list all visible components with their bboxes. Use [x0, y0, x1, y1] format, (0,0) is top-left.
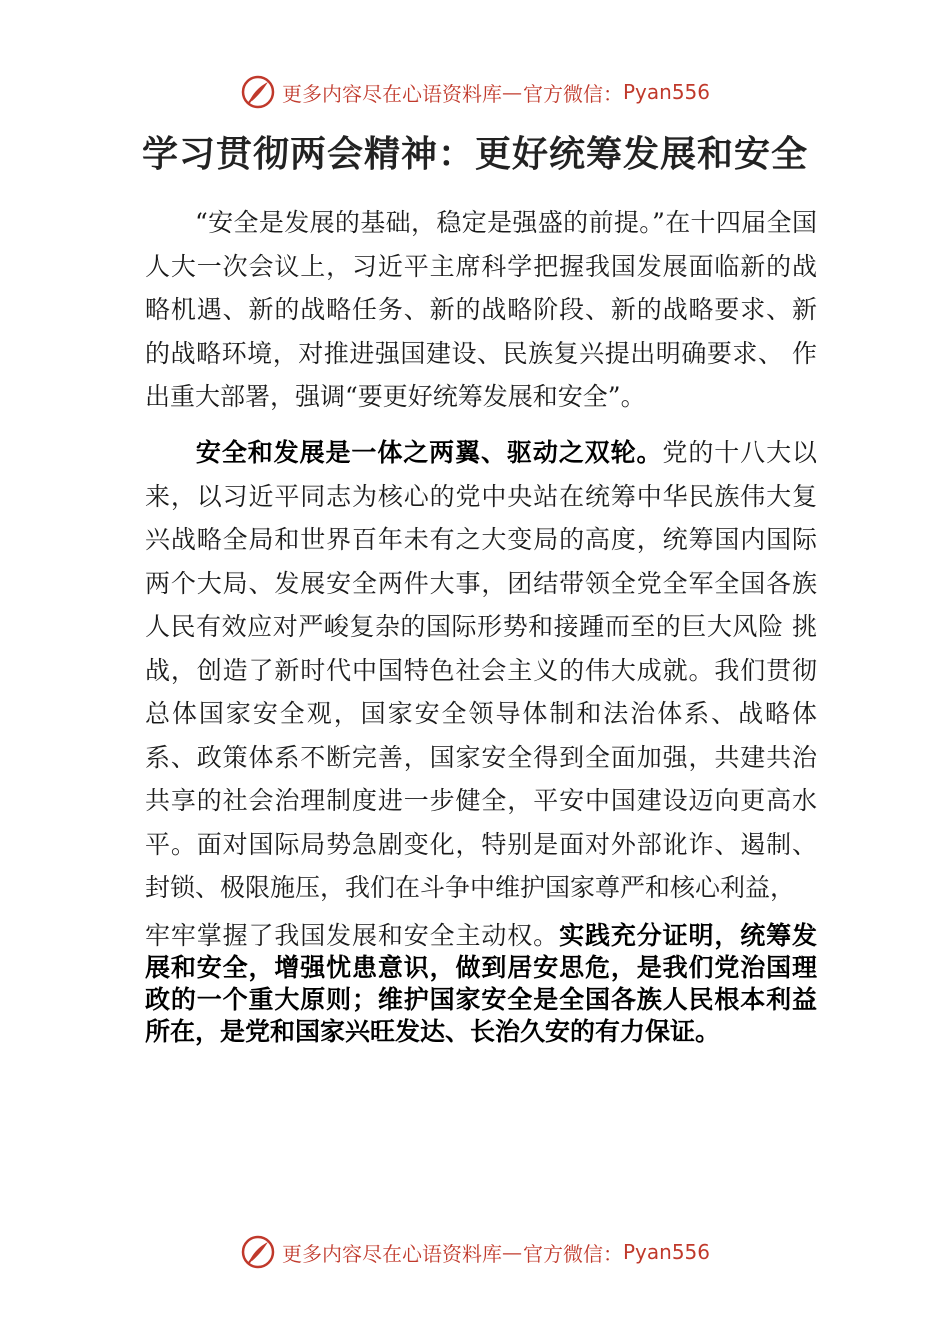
paragraph-3 [145, 920, 817, 1048]
banner-text: 更多内容尽在心语资料库 [281, 81, 502, 106]
banner-wechat-id: Pyan556 [622, 80, 710, 104]
paragraph-2-lead: 安全和发展是一体之两翼、驱动之双轮。 [195, 438, 663, 467]
paragraph-3-text: 牢牢掌握了我国发展和安全主动权。 [145, 921, 560, 950]
quill-logo-icon [240, 1234, 276, 1270]
page-title: 学习贯彻两会精神：更好统筹发展和安全 [141, 133, 808, 175]
banner-wechat-label: 官方微信： [522, 1241, 623, 1266]
paragraph-3-bold: 实践充分证明，统筹发展和安全，增强忧患意识，做到居安思危，是我们党治国理政的一个重大原则；维护国家安全是全国各族人民根本利益所在，是党和国家兴旺发达、长治久安的有力保证。 [145, 921, 817, 1046]
paragraph-1-text: “安全是发展的基础，稳定是强盛的前提。”在十四届全国人大一次会议上，习近平主席科学把握我国发展面临新的战略机遇、新的战略任务、新的战略阶段、新的战略要求、新的战略环境，对推进强国建设、民族复兴提出明确要求、 作出重大部署，强调“要更好统筹发展和安全”。 [145, 208, 817, 411]
banner-separator: — [501, 1240, 523, 1264]
banner-wechat-label: 官方微信： [522, 81, 623, 106]
paragraph-2 [145, 431, 817, 910]
header-banner [0, 72, 950, 112]
banner-text: 更多内容尽在心语资料库 [281, 1241, 502, 1266]
footer-banner [0, 1232, 950, 1272]
paragraph-2-text: 党的十八大以来，以习近平同志为核心的党中央站在统筹中华民族伟大复兴战略全局和世界百年未有之大变局的高度，统筹国内国际两个大局、发展安全两件大事，团结带领全党全军全国各族人民有效应对严峻复杂的国际形势和接踵而至的巨大风险 挑战，创造了新时代中国特色社会主义的伟大成就。我们贯彻总体国家安全观，国家安全领导体制和法治体系、战略体系、政策体系不断完善，国家安全得到全面加强，共建共治共享的社会治理制度进一步健全，平安中国建设迈向更高水平。面对国际局势急剧变化，特别是面对外部讹诈、遏制、 封锁、极限施压，我们在斗争中维护国家尊严和核心利益， [145, 438, 817, 902]
quill-logo-icon [240, 74, 276, 110]
paragraph-1 [145, 201, 817, 419]
banner-separator: — [501, 80, 523, 104]
banner-wechat-id: Pyan556 [622, 1240, 710, 1264]
